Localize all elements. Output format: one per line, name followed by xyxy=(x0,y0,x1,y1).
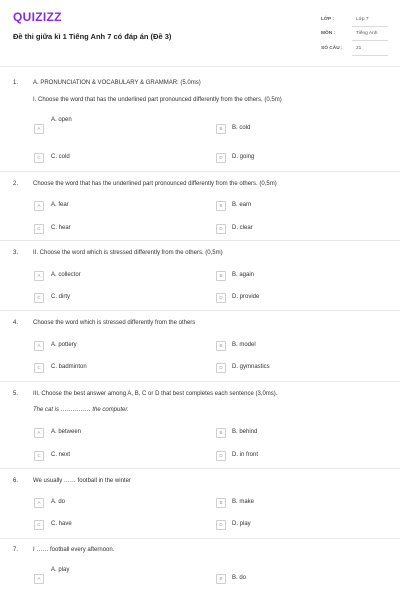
option-label: C. dirty xyxy=(51,294,71,300)
option-label: C. badminton xyxy=(51,364,87,370)
option-b-box[interactable]: B xyxy=(216,428,226,438)
option-a-box[interactable]: A xyxy=(34,341,44,351)
option-a-box[interactable]: A xyxy=(34,428,44,438)
option-c-box[interactable]: C xyxy=(34,224,44,234)
option-a-box[interactable]: A xyxy=(34,271,44,281)
option-b-box[interactable]: B xyxy=(216,574,226,584)
option-label: B. again xyxy=(232,272,255,278)
option-label: B. behind xyxy=(232,429,258,435)
question-text: We usually …… football in the winter xyxy=(33,478,131,484)
question-text: III. Choose the best answer among A, B, C or D that best completes each sentence (3,0ms). xyxy=(33,391,278,397)
option-label: D. clear xyxy=(232,225,253,231)
option-label: B. make xyxy=(232,499,255,505)
meta-underline xyxy=(352,26,388,27)
option-label: C. have xyxy=(51,521,72,527)
option-a-box[interactable]: A xyxy=(34,201,44,211)
question-divider xyxy=(0,538,400,539)
option-a-box[interactable]: A xyxy=(34,124,44,134)
option-label: C. next xyxy=(51,452,71,458)
meta-value-class: Lớp 7 xyxy=(356,17,369,22)
option-d-box[interactable]: D xyxy=(216,293,226,303)
question-divider xyxy=(0,381,400,382)
question-subtext: The cat is …………… the computer. xyxy=(33,407,129,413)
option-label: D. provide xyxy=(232,294,260,300)
option-label: C. hear xyxy=(51,225,71,231)
question-divider xyxy=(0,468,400,469)
option-label: A. fear xyxy=(51,202,69,208)
option-label: A. open xyxy=(51,117,72,123)
option-b-box[interactable]: B xyxy=(216,124,226,134)
option-a-box[interactable]: A xyxy=(34,498,44,508)
option-a-box[interactable]: A xyxy=(34,574,44,584)
question-text: Choose the word which is stressed differently from the others xyxy=(33,320,196,326)
option-label: A. pottery xyxy=(51,342,77,348)
question-number: 4. xyxy=(13,320,19,326)
question-divider xyxy=(0,171,400,172)
question-text: I …… football every afternoon. xyxy=(33,547,115,553)
option-label: D. going xyxy=(232,154,255,160)
question-number: 6. xyxy=(13,478,19,484)
question-divider xyxy=(0,310,400,311)
option-label: D. play xyxy=(232,521,251,527)
question-number: 5. xyxy=(13,391,19,397)
question-text: A. PRONUNCIATION & VOCABULARY & GRAMMAR: (5.0ms) xyxy=(33,80,201,86)
question-number: 7. xyxy=(13,547,19,553)
option-d-box[interactable]: D xyxy=(216,363,226,373)
header-divider xyxy=(0,66,400,67)
question-number: 3. xyxy=(13,250,19,256)
option-b-box[interactable]: B xyxy=(216,271,226,281)
option-d-box[interactable]: D xyxy=(216,520,226,530)
quizizz-logo: QUIZIZZ xyxy=(13,10,62,24)
meta-label-subject: MÔN : xyxy=(321,31,336,36)
option-d-box[interactable]: D xyxy=(216,224,226,234)
question-number: 2. xyxy=(13,181,19,187)
option-label: A. between xyxy=(51,429,82,435)
meta-underline xyxy=(352,55,388,56)
meta-underline xyxy=(352,40,388,41)
question-text: Choose the word that has the underlined part pronounced differently from the others. (0,5m) xyxy=(33,181,277,187)
option-label: A. play xyxy=(51,567,70,573)
option-c-box[interactable]: C xyxy=(34,153,44,163)
option-b-box[interactable]: B xyxy=(216,341,226,351)
option-b-box[interactable]: B xyxy=(216,201,226,211)
option-label: B. model xyxy=(232,342,256,348)
option-label: C. cold xyxy=(51,154,70,160)
option-c-box[interactable]: C xyxy=(34,520,44,530)
meta-label-class: LỚP : xyxy=(321,17,335,22)
option-c-box[interactable]: C xyxy=(34,363,44,373)
option-label: A. do xyxy=(51,499,66,505)
option-label: D. in front xyxy=(232,452,259,458)
meta-value-count: 21 xyxy=(356,46,362,51)
meta-value-subject: Tiếng Anh xyxy=(356,31,378,36)
option-label: B. do xyxy=(232,575,247,581)
meta-label-count: SỐ CÂU : xyxy=(321,46,343,51)
option-d-box[interactable]: D xyxy=(216,153,226,163)
question-text: II. Choose the word which is stressed differently from the others. (0,5m) xyxy=(33,250,223,256)
question-subtext: I. Choose the word that has the underlined part pronounced differently from the others. (0,5m) xyxy=(33,97,282,103)
question-number: 1. xyxy=(13,80,19,86)
page-title: Đề thi giữa kì 1 Tiếng Anh 7 có đáp án (Đề 3) xyxy=(13,32,172,41)
option-d-box[interactable]: D xyxy=(216,451,226,461)
option-c-box[interactable]: C xyxy=(34,293,44,303)
option-label: D. gymnastics xyxy=(232,364,270,370)
question-divider xyxy=(0,240,400,241)
option-b-box[interactable]: B xyxy=(216,498,226,508)
option-label: A. collector xyxy=(51,272,81,278)
option-c-box[interactable]: C xyxy=(34,451,44,461)
option-label: B. earn xyxy=(232,202,252,208)
option-label: B. cold xyxy=(232,125,251,131)
